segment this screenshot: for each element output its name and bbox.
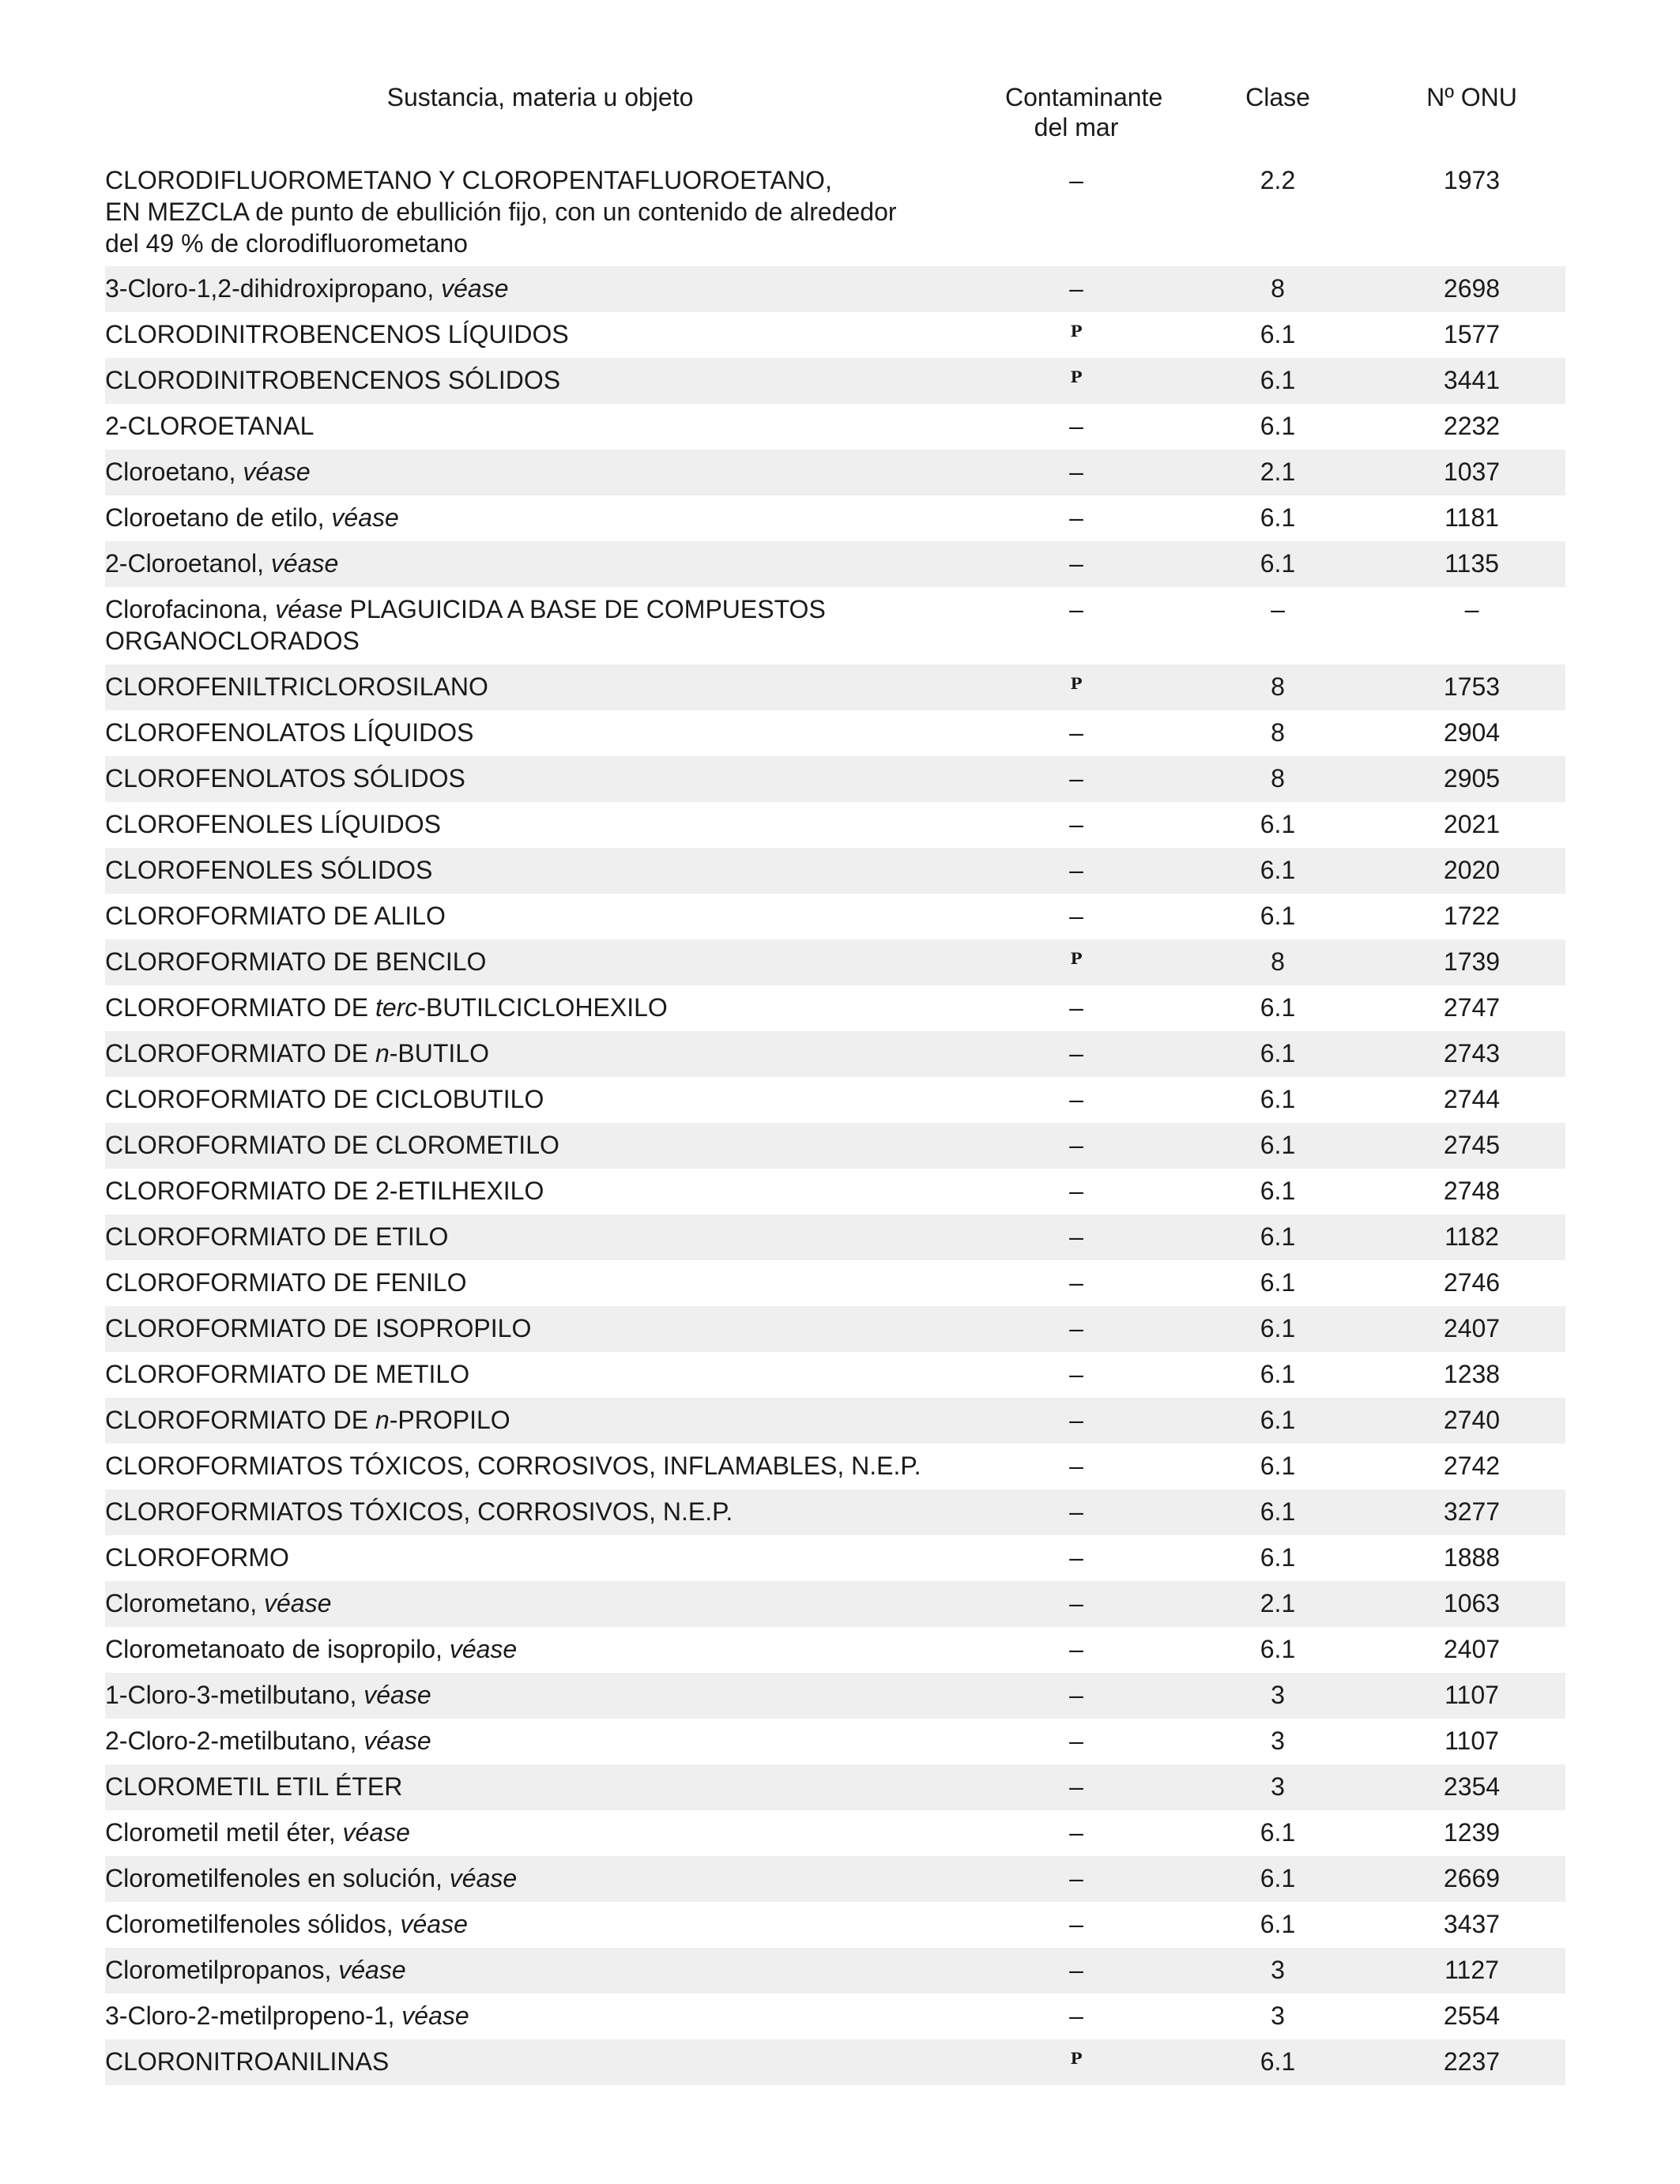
class-cell: 6.1	[1260, 412, 1296, 440]
substance-cell	[105, 802, 974, 840]
table-row	[105, 1627, 1565, 1673]
class-cell: 6.1	[1260, 1360, 1296, 1388]
class-cell: 6.1	[1260, 1085, 1296, 1113]
un-number-cell: 2743	[1443, 1039, 1501, 1068]
marine-pollutant-cell: –	[1069, 458, 1083, 486]
un-number-cell: 2905	[1443, 764, 1501, 793]
substance-cell	[105, 2039, 974, 2077]
marine-pollutant-cell: P	[1070, 949, 1083, 968]
table-row	[105, 1031, 1565, 1077]
substance-text-post: -BUTILCICLOHEXILO	[417, 993, 668, 1022]
marine-pollutant-cell: –	[1069, 549, 1083, 578]
un-number-cell: 2745	[1443, 1131, 1501, 1159]
table-row	[105, 1169, 1565, 1214]
substance-text-pre: CLOROFENOLES LÍQUIDOS	[105, 810, 441, 838]
substance-cell	[105, 1994, 974, 2031]
class-cell: 6.1	[1260, 320, 1296, 348]
un-number-cell: 2698	[1443, 274, 1501, 303]
un-number-cell: 2354	[1443, 1772, 1501, 1801]
header-class: Clase	[1245, 83, 1310, 111]
table-header	[105, 79, 1565, 154]
substance-text-pre: 2-Cloroetanol,	[105, 549, 271, 578]
substance-text-it: n	[375, 1406, 390, 1434]
substance-cell	[105, 404, 974, 442]
class-cell: 6.1	[1260, 1268, 1296, 1297]
un-number-cell: 2747	[1443, 993, 1501, 1022]
substance-cell	[105, 710, 974, 748]
marine-pollutant-cell: –	[1069, 1360, 1083, 1388]
table-row	[105, 756, 1565, 802]
class-cell: 6.1	[1260, 1314, 1296, 1342]
un-number-cell: 2748	[1443, 1177, 1501, 1205]
table-row	[105, 1856, 1565, 1902]
class-cell: 6.1	[1260, 503, 1296, 532]
class-cell: 6.1	[1260, 2047, 1296, 2076]
substance-text-it: n	[375, 1039, 390, 1068]
substance-text-pre: Clorometil metil éter,	[105, 1818, 343, 1847]
substance-cell	[105, 1077, 974, 1115]
table-row	[105, 1398, 1565, 1444]
marine-pollutant-cell: P	[1070, 367, 1083, 386]
substance-cell	[105, 756, 974, 794]
substance-text-pre: CLOROFORMIATO DE	[105, 1039, 375, 1068]
substance-cell	[105, 1810, 974, 1848]
header-substance: Sustancia, materia u objeto	[386, 83, 694, 111]
substance-text-pre: CLOROFORMIATO DE	[105, 993, 375, 1022]
marine-pollutant-cell: –	[1069, 1956, 1083, 1984]
un-number-cell: 2746	[1443, 1268, 1501, 1297]
marine-pollutant-cell: –	[1069, 1314, 1083, 1342]
substance-text-pre: CLOROFORMIATO DE METILO	[105, 1360, 470, 1388]
substance-cell	[105, 1260, 974, 1298]
class-cell: 3	[1271, 1956, 1285, 1984]
marine-pollutant-cell: –	[1069, 503, 1083, 532]
substance-cell	[105, 939, 974, 977]
substance-cell	[105, 1031, 974, 1069]
table-row	[105, 2039, 1565, 2085]
table-row	[105, 848, 1565, 894]
class-cell: 3	[1271, 2001, 1285, 2030]
un-number-cell: –	[1464, 595, 1479, 623]
marine-pollutant-cell: –	[1069, 1589, 1083, 1617]
table-row	[105, 1581, 1565, 1627]
substance-cell	[105, 1764, 974, 1802]
substance-cell	[105, 985, 974, 1023]
substance-text-pre: CLOROFORMIATO DE FENILO	[105, 1268, 467, 1297]
un-number-cell: 2021	[1443, 810, 1501, 838]
substance-cell	[105, 358, 974, 396]
substance-text-it: véase	[270, 549, 339, 578]
class-cell: 6.1	[1260, 1635, 1296, 1663]
class-cell: 6.1	[1260, 856, 1296, 884]
substance-text-post: PLAGUICIDA A BASE DE COMPUESTOS ORGANOCLORADOS	[105, 595, 826, 655]
class-cell: 6.1	[1260, 1818, 1296, 1847]
table-row	[105, 1260, 1565, 1306]
marine-pollutant-cell: –	[1069, 718, 1083, 747]
substance-cell	[105, 158, 974, 259]
un-number-cell: 1107	[1445, 1681, 1499, 1709]
substance-cell	[105, 1169, 974, 1207]
marine-pollutant-cell: –	[1069, 1452, 1083, 1480]
table-row	[105, 1719, 1565, 1764]
substance-text-pre: 1-Cloro-3-metilbutano,	[105, 1681, 364, 1709]
table-row	[105, 266, 1565, 312]
substance-cell	[105, 894, 974, 932]
substance-text-it: véase	[275, 595, 343, 623]
substance-cell	[105, 1719, 974, 1757]
substance-text-it: véase	[449, 1635, 518, 1663]
substance-text-pre: CLOROMETIL ETIL ÉTER	[105, 1772, 403, 1801]
substance-cell	[105, 1123, 974, 1161]
marine-pollutant-cell: –	[1069, 1039, 1083, 1068]
substance-text-it: véase	[263, 1589, 332, 1617]
substance-text-pre: Clorometanoato de isopropilo,	[105, 1635, 450, 1663]
substance-text-pre: 2-Cloro-2-metilbutano,	[105, 1726, 364, 1755]
substance-cell	[105, 312, 974, 350]
class-cell: 6.1	[1260, 549, 1296, 578]
marine-pollutant-cell: –	[1069, 1864, 1083, 1892]
table-row	[105, 1994, 1565, 2039]
marine-pollutant-cell: –	[1069, 1818, 1083, 1847]
class-cell: 8	[1271, 274, 1285, 303]
un-number-cell: 2904	[1443, 718, 1501, 747]
table-row	[105, 158, 1565, 266]
table-row	[105, 802, 1565, 848]
un-number-cell: 1063	[1443, 1589, 1501, 1617]
class-cell: 3	[1271, 1681, 1285, 1709]
marine-pollutant-cell: –	[1069, 810, 1083, 838]
substance-text-pre: CLOROFORMIATOS TÓXICOS, CORROSIVOS, N.E.P.	[105, 1497, 733, 1526]
substance-cell	[105, 1214, 974, 1252]
substance-text-post: -PROPILO	[389, 1406, 510, 1434]
class-cell: 8	[1271, 947, 1285, 976]
un-number-cell: 1238	[1443, 1360, 1501, 1388]
substance-cell	[105, 665, 974, 702]
un-number-cell: 1135	[1445, 549, 1499, 578]
marine-pollutant-cell: –	[1069, 274, 1083, 303]
marine-pollutant-cell: –	[1069, 1497, 1083, 1526]
marine-pollutant-cell: –	[1069, 412, 1083, 440]
class-cell: 2.2	[1260, 166, 1296, 194]
substance-text-it: véase	[331, 503, 399, 532]
substance-cell	[105, 495, 974, 533]
substance-text-pre: Clorometilfenoles en solución,	[105, 1864, 450, 1892]
table-row	[105, 985, 1565, 1031]
table-row	[105, 1214, 1565, 1260]
un-number-cell: 1753	[1443, 672, 1501, 701]
substance-text-pre: 3-Cloro-2-metilpropeno-1,	[105, 2001, 402, 2030]
table-row	[105, 1077, 1565, 1123]
marine-pollutant-cell: –	[1069, 1543, 1083, 1572]
un-number-cell: 1127	[1445, 1956, 1499, 1984]
substance-text-pre: CLOROFENOLES SÓLIDOS	[105, 856, 433, 884]
table-row	[105, 404, 1565, 450]
un-number-cell: 1577	[1443, 320, 1501, 348]
marine-pollutant-cell: –	[1069, 1222, 1083, 1251]
substance-cell	[105, 541, 974, 579]
un-number-cell: 2744	[1443, 1085, 1501, 1113]
marine-pollutant-cell: –	[1069, 1177, 1083, 1205]
substance-text-pre: CLOROFORMIATO DE CICLOBUTILO	[105, 1085, 544, 1113]
un-number-cell: 1181	[1445, 503, 1499, 532]
substance-text-it: véase	[342, 1818, 410, 1847]
class-cell: 6.1	[1260, 1406, 1296, 1434]
substance-cell	[105, 450, 974, 488]
table-row	[105, 541, 1565, 587]
substance-text-pre: Cloroetano,	[105, 458, 243, 486]
marine-pollutant-cell: –	[1069, 1635, 1083, 1663]
substance-cell	[105, 266, 974, 304]
class-cell: 6.1	[1260, 1910, 1296, 1938]
un-number-cell: 1182	[1445, 1222, 1499, 1251]
class-cell: 6.1	[1260, 1452, 1296, 1480]
substance-text-pre: Clorometilpropanos,	[105, 1956, 339, 1984]
table-row	[105, 1444, 1565, 1489]
substance-cell	[105, 1444, 974, 1482]
un-number-cell: 1973	[1443, 166, 1501, 194]
substance-text-pre: CLOROFORMO	[105, 1543, 289, 1572]
class-cell: 3	[1271, 1726, 1285, 1755]
substance-cell	[105, 1627, 974, 1665]
substance-cell	[105, 1352, 974, 1390]
un-number-cell: 3441	[1443, 366, 1501, 394]
substance-text-it: véase	[338, 1956, 406, 1984]
substance-text-pre: CLOROFENILTRICLOROSILANO	[105, 672, 488, 701]
header-marine-pollutant: Contaminante del mar	[1005, 83, 1163, 141]
class-cell: –	[1271, 595, 1285, 623]
un-number-cell: 1107	[1445, 1726, 1499, 1755]
substance-text-it: véase	[401, 2001, 469, 2030]
class-cell: 6.1	[1260, 1039, 1296, 1068]
un-number-cell: 3277	[1443, 1497, 1501, 1526]
un-number-cell: 2407	[1443, 1314, 1501, 1342]
marine-pollutant-cell: –	[1069, 2001, 1083, 2030]
table-row	[105, 1902, 1565, 1948]
class-cell: 2.1	[1260, 458, 1296, 486]
substance-text-post: -BUTILO	[389, 1039, 489, 1068]
class-cell: 6.1	[1260, 810, 1296, 838]
table-row	[105, 495, 1565, 541]
marine-pollutant-cell: –	[1069, 1726, 1083, 1755]
substance-text-pre: 2-CLOROETANAL	[105, 412, 315, 440]
substance-text-pre: CLOROFORMIATO DE 2-ETILHEXILO	[105, 1177, 544, 1205]
class-cell: 3	[1271, 1772, 1285, 1801]
substance-cell	[105, 1902, 974, 1940]
marine-pollutant-cell: P	[1070, 674, 1083, 693]
table-row	[105, 1352, 1565, 1398]
substance-text-pre: Cloroetano de etilo,	[105, 503, 332, 532]
marine-pollutant-cell: –	[1069, 1085, 1083, 1113]
document-page	[105, 79, 1565, 2076]
table-row	[105, 894, 1565, 939]
substance-text-it: véase	[243, 458, 311, 486]
class-cell: 6.1	[1260, 1497, 1296, 1526]
un-number-cell: 2742	[1443, 1452, 1501, 1480]
substance-text-pre: CLOROFORMIATO DE BENCILO	[105, 947, 487, 976]
class-cell: 6.1	[1260, 1131, 1296, 1159]
substance-cell	[105, 1948, 974, 1986]
table-row	[105, 358, 1565, 404]
substance-cell	[105, 848, 974, 886]
substance-text-pre: CLOROFORMIATO DE CLOROMETILO	[105, 1131, 559, 1159]
substance-text-pre: CLOROFORMIATO DE ALILO	[105, 902, 446, 930]
table-row	[105, 710, 1565, 756]
header-un-number: Nº ONU	[1426, 83, 1517, 111]
substance-text-pre: CLORONITROANILINAS	[105, 2047, 390, 2076]
marine-pollutant-cell: –	[1069, 902, 1083, 930]
marine-pollutant-cell: P	[1070, 322, 1083, 341]
class-cell: 6.1	[1260, 1222, 1296, 1251]
table-row	[105, 312, 1565, 358]
substance-cell	[105, 1489, 974, 1527]
substance-cell	[105, 1398, 974, 1436]
substance-text-it: véase	[363, 1726, 431, 1755]
un-number-cell: 2232	[1443, 412, 1501, 440]
table-row	[105, 939, 1565, 985]
marine-pollutant-cell: P	[1070, 2049, 1083, 2068]
table-row	[105, 1764, 1565, 1810]
table-row	[105, 1306, 1565, 1352]
substance-text-it: véase	[363, 1681, 431, 1709]
table-row	[105, 665, 1565, 710]
un-number-cell: 2020	[1443, 856, 1501, 884]
class-cell: 6.1	[1260, 993, 1296, 1022]
substance-text-it: véase	[449, 1864, 518, 1892]
un-number-cell: 2237	[1443, 2047, 1501, 2076]
substance-text-pre: CLORODINITROBENCENOS SÓLIDOS	[105, 366, 561, 394]
substance-text-it: véase	[441, 274, 509, 303]
marine-pollutant-cell: –	[1069, 1406, 1083, 1434]
substance-cell	[105, 1535, 974, 1573]
table-row	[105, 1123, 1565, 1169]
substance-cell	[105, 1306, 974, 1344]
class-cell: 8	[1271, 672, 1285, 701]
un-number-cell: 2669	[1443, 1864, 1501, 1892]
substance-text-pre: CLORODINITROBENCENOS LÍQUIDOS	[105, 320, 569, 348]
class-cell: 8	[1271, 764, 1285, 793]
substance-text-pre: CLOROFORMIATO DE	[105, 1406, 375, 1434]
un-number-cell: 1722	[1443, 902, 1501, 930]
table-row	[105, 1948, 1565, 1994]
substance-text-pre: 3-Cloro-1,2-dihidroxipropano,	[105, 274, 442, 303]
table-row	[105, 1673, 1565, 1719]
substance-text-pre: Clorometilfenoles sólidos,	[105, 1910, 401, 1938]
substance-text-pre: CLOROFORMIATO DE ETILO	[105, 1222, 449, 1251]
un-number-cell: 2740	[1443, 1406, 1501, 1434]
un-number-cell: 2554	[1443, 2001, 1501, 2030]
substance-text-it: terc	[375, 993, 418, 1022]
substance-text-pre: CLOROFORMIATO DE ISOPROPILO	[105, 1314, 532, 1342]
substance-text-pre: Clorometano,	[105, 1589, 264, 1617]
substance-text-pre: Clorofacinona,	[105, 595, 276, 623]
marine-pollutant-cell: –	[1069, 595, 1083, 623]
marine-pollutant-cell: –	[1069, 1772, 1083, 1801]
marine-pollutant-cell: –	[1069, 1910, 1083, 1938]
substance-cell	[105, 1856, 974, 1894]
substance-text-pre: CLOROFENOLATOS LÍQUIDOS	[105, 718, 474, 747]
un-number-cell: 2407	[1443, 1635, 1501, 1663]
marine-pollutant-cell: –	[1069, 166, 1083, 194]
substance-text-pre: CLOROFORMIATOS TÓXICOS, CORROSIVOS, INFLAMABLES, N.E.P.	[105, 1452, 921, 1480]
un-number-cell: 1739	[1443, 947, 1501, 976]
class-cell: 6.1	[1260, 1177, 1296, 1205]
substance-cell	[105, 1673, 974, 1711]
un-number-cell: 1239	[1443, 1818, 1501, 1847]
class-cell: 6.1	[1260, 366, 1296, 394]
substance-text-pre: CLORODIFLUOROMETANO Y CLOROPENTAFLUOROETANO, EN MEZCLA de punto de ebullición fijo, con un contenido de alrededor del 49 % de clorodifluorometano	[105, 166, 897, 258]
class-cell: 2.1	[1260, 1589, 1296, 1617]
table-row	[105, 587, 1565, 665]
substance-text-pre: CLOROFENOLATOS SÓLIDOS	[105, 764, 465, 793]
marine-pollutant-cell: –	[1069, 1268, 1083, 1297]
table-body	[105, 158, 1565, 2085]
table-row	[105, 1810, 1565, 1856]
class-cell: 6.1	[1260, 1543, 1296, 1572]
class-cell: 6.1	[1260, 902, 1296, 930]
un-number-cell: 1037	[1443, 458, 1501, 486]
class-cell: 8	[1271, 718, 1285, 747]
un-number-cell: 3437	[1443, 1910, 1501, 1938]
marine-pollutant-cell: –	[1069, 993, 1083, 1022]
table-row	[105, 450, 1565, 495]
marine-pollutant-cell: –	[1069, 1131, 1083, 1159]
substance-cell	[105, 587, 974, 657]
marine-pollutant-cell: –	[1069, 1681, 1083, 1709]
class-cell: 6.1	[1260, 1864, 1296, 1892]
substance-cell	[105, 1581, 974, 1619]
marine-pollutant-cell: –	[1069, 764, 1083, 793]
table-row	[105, 1535, 1565, 1581]
marine-pollutant-cell: –	[1069, 856, 1083, 884]
un-number-cell: 1888	[1443, 1543, 1501, 1572]
substance-text-it: véase	[400, 1910, 468, 1938]
table-row	[105, 1489, 1565, 1535]
